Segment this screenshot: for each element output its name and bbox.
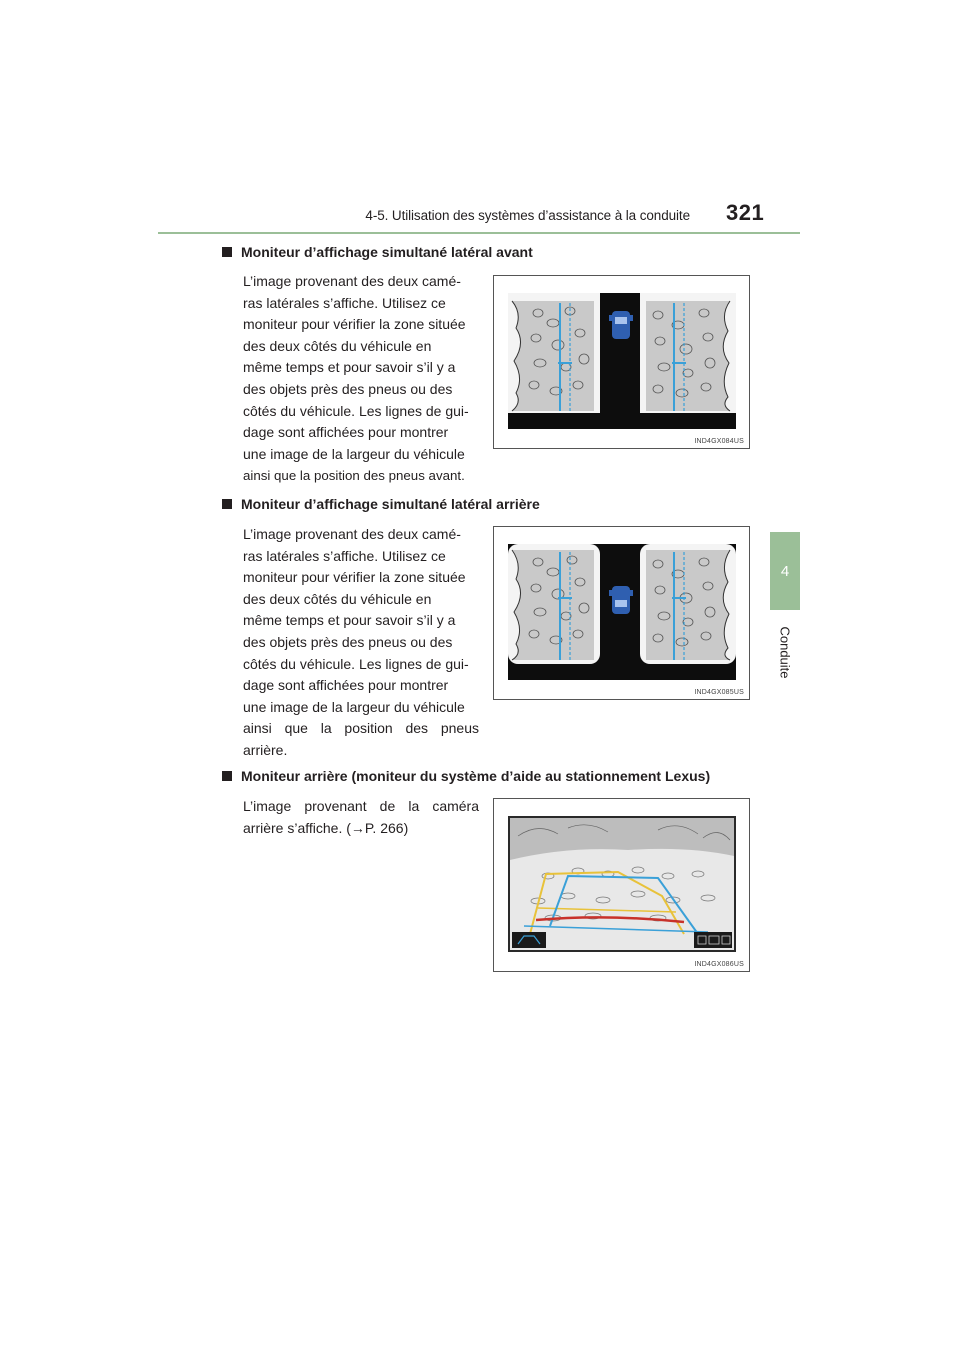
square-bullet-icon [222, 247, 232, 257]
chapter-label: Conduite [777, 625, 793, 679]
text-line: même temps et pour savoir s’il y a [243, 359, 456, 376]
text-line: même temps et pour savoir s’il y a [243, 612, 456, 629]
header-section-title: 4-5. Utilisation des systèmes d’assistance à la conduite [365, 208, 690, 223]
text-line: côtés du véhicule. Les lignes de gui- [243, 402, 469, 419]
text-line: L’image provenant des deux camé- [243, 526, 461, 542]
page-number: 321 [726, 200, 765, 225]
figure-front-side-monitor [493, 275, 750, 449]
text-line: des deux côtés du véhicule en [243, 590, 432, 607]
paragraph-front-side-monitor [243, 271, 479, 487]
vehicle-icon [609, 311, 633, 339]
text-line: arrière s’affiche. (→P. 266) [243, 819, 409, 836]
square-bullet-icon [222, 499, 232, 509]
text-line: ras latérales s’affiche. Utilisez ce [243, 547, 446, 564]
section-heading-rear-side-monitor: Moniteur d’affichage simultané latéral arrière [222, 496, 540, 512]
paragraph-rear-side-monitor [243, 524, 479, 762]
text-line: une image de la largeur du véhicule [243, 445, 465, 462]
text-line: arrière. [243, 741, 288, 758]
chapter-number: 4 [780, 562, 790, 580]
text-line: dage sont affichées pour montrer [243, 677, 449, 694]
vehicle-icon [609, 586, 633, 614]
figure-code: IND4GX084US [694, 438, 744, 445]
rear-camera-image [508, 816, 736, 952]
section-heading-rear-monitor: Moniteur arrière (moniteur du système d’aide au stationnement Lexus) [222, 768, 710, 784]
chapter-tab[interactable] [770, 532, 800, 610]
header-rule [158, 232, 800, 234]
front-side-camera-image [508, 293, 736, 429]
text-line: dage sont affichées pour montrer [243, 424, 449, 441]
text-line: des objets près des pneus ou des [243, 380, 453, 397]
figure-rear-side-monitor [493, 526, 750, 700]
text-line: des objets près des pneus ou des [243, 633, 453, 650]
square-bullet-icon [222, 771, 232, 781]
text-line: L’image provenant de la caméra [243, 798, 479, 814]
text-line: côtés du véhicule. Les lignes de gui- [243, 655, 469, 672]
text-line: moniteur pour vérifier la zone située [243, 316, 466, 333]
text-line: une image de la largeur du véhicule [243, 698, 465, 715]
view-switch-button [694, 932, 732, 948]
rear-side-camera-image [508, 544, 736, 680]
guide-button [512, 932, 546, 948]
text-line: ainsi que la position des pneus [243, 720, 479, 737]
text-line: moniteur pour vérifier la zone située [243, 569, 466, 586]
figure-rear-monitor [493, 798, 750, 972]
figure-code: IND4GX085US [694, 689, 744, 696]
figure-code: IND4GX086US [694, 961, 744, 968]
text-line: des deux côtés du véhicule en [243, 337, 432, 354]
section-heading-front-side-monitor: Moniteur d’affichage simultané latéral avant [222, 244, 533, 260]
text-line: ainsi que la position des pneus avant. [243, 468, 465, 484]
chapter-label-box [770, 612, 800, 692]
text-line: ras latérales s’affiche. Utilisez ce [243, 294, 446, 311]
text-line: L’image provenant des deux camé- [243, 273, 461, 289]
paragraph-rear-monitor [243, 796, 479, 839]
